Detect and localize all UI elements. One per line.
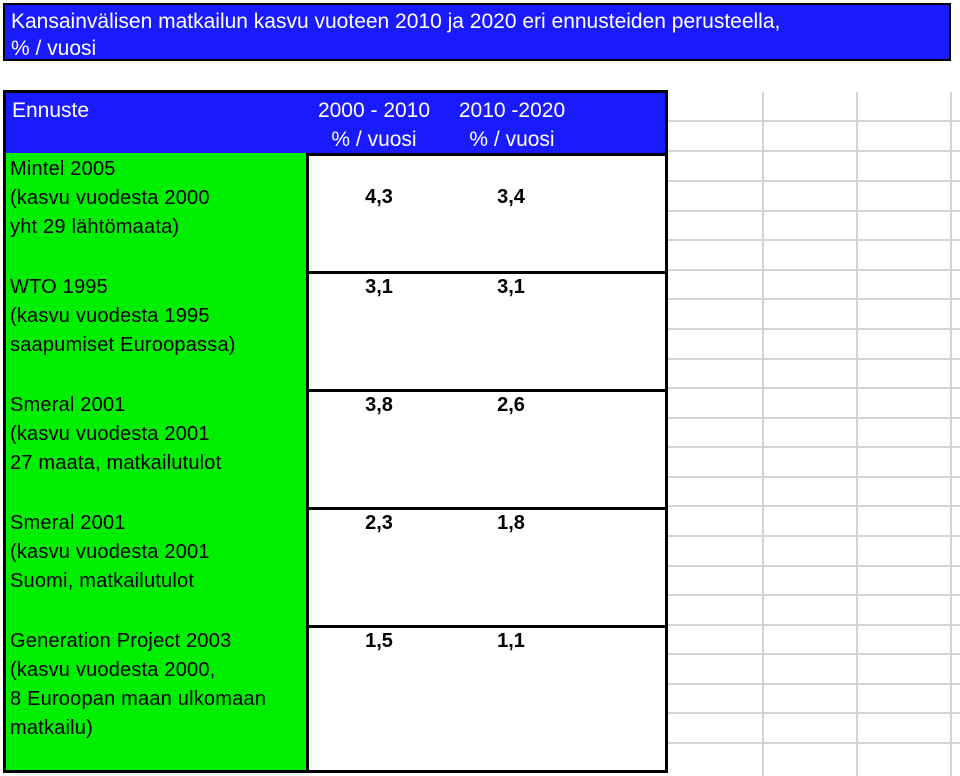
row-label-line: (kasvu vuodesta 2001 xyxy=(10,541,210,563)
header-col2-period: 2010 -2020 xyxy=(458,99,566,122)
row-label-line: saapumiset Euroopassa) xyxy=(10,334,236,356)
row-label-line: Generation Project 2003 xyxy=(10,630,232,652)
row-label xyxy=(6,507,309,625)
table-row xyxy=(6,625,665,770)
spreadsheet-gridlines xyxy=(668,92,960,776)
row-label xyxy=(6,271,309,389)
title-line-1: Kansainvälisen matkailun kasvu vuoteen 2010 ja 2020 eri ennusteiden perusteella, xyxy=(11,10,781,33)
value-2000-2010: 3,1 xyxy=(365,276,393,298)
row-label-line: Suomi, matkailutulot xyxy=(10,570,195,592)
row-label-line: 27 maata, matkailutulot xyxy=(10,452,222,474)
row-label xyxy=(6,625,309,770)
row-label-line: Mintel 2005 xyxy=(10,158,116,180)
header-col1-period: 2000 - 2010 xyxy=(317,99,431,122)
table-row xyxy=(6,389,665,510)
value-2010-2020: 3,4 xyxy=(497,186,525,208)
title-banner xyxy=(3,3,951,61)
value-2000-2010: 1,5 xyxy=(365,630,393,652)
value-2000-2010: 3,8 xyxy=(365,394,393,416)
table-row xyxy=(6,153,665,274)
table-row xyxy=(6,271,665,392)
header-forecast: Ennuste xyxy=(12,99,90,122)
header-col2-unit: % / vuosi xyxy=(469,128,555,151)
value-2010-2020: 1,8 xyxy=(497,512,525,534)
value-2010-2020: 3,1 xyxy=(497,276,525,298)
row-label xyxy=(6,153,309,271)
table-row xyxy=(6,507,665,628)
value-2000-2010: 2,3 xyxy=(365,512,393,534)
row-label-line: Smeral 2001 xyxy=(10,512,126,534)
header-2010-2020 xyxy=(440,96,584,154)
row-label-line: Smeral 2001 xyxy=(10,394,126,416)
row-label-line: (kasvu vuodesta 1995 xyxy=(10,305,210,327)
forecast-table xyxy=(3,90,668,773)
value-2010-2020: 1,1 xyxy=(497,630,525,652)
value-2010-2020: 2,6 xyxy=(497,394,525,416)
row-label-line: yht 29 lähtömaata) xyxy=(10,216,180,238)
row-label xyxy=(6,389,309,507)
value-2000-2010: 4,3 xyxy=(365,186,393,208)
row-label-line: WTO 1995 xyxy=(10,276,108,298)
row-label-line: matkailu) xyxy=(10,717,93,739)
row-label-line: (kasvu vuodesta 2000, xyxy=(10,659,216,681)
title-line-2: % / vuosi xyxy=(11,37,97,60)
header-col1-unit: % / vuosi xyxy=(331,128,417,151)
row-label-line: (kasvu vuodesta 2001 xyxy=(10,423,210,445)
row-label-line: 8 Euroopan maan ulkomaan xyxy=(10,688,267,710)
header-2000-2010 xyxy=(302,96,446,154)
table-header xyxy=(6,93,665,156)
row-label-line: (kasvu vuodesta 2000 xyxy=(10,187,210,209)
